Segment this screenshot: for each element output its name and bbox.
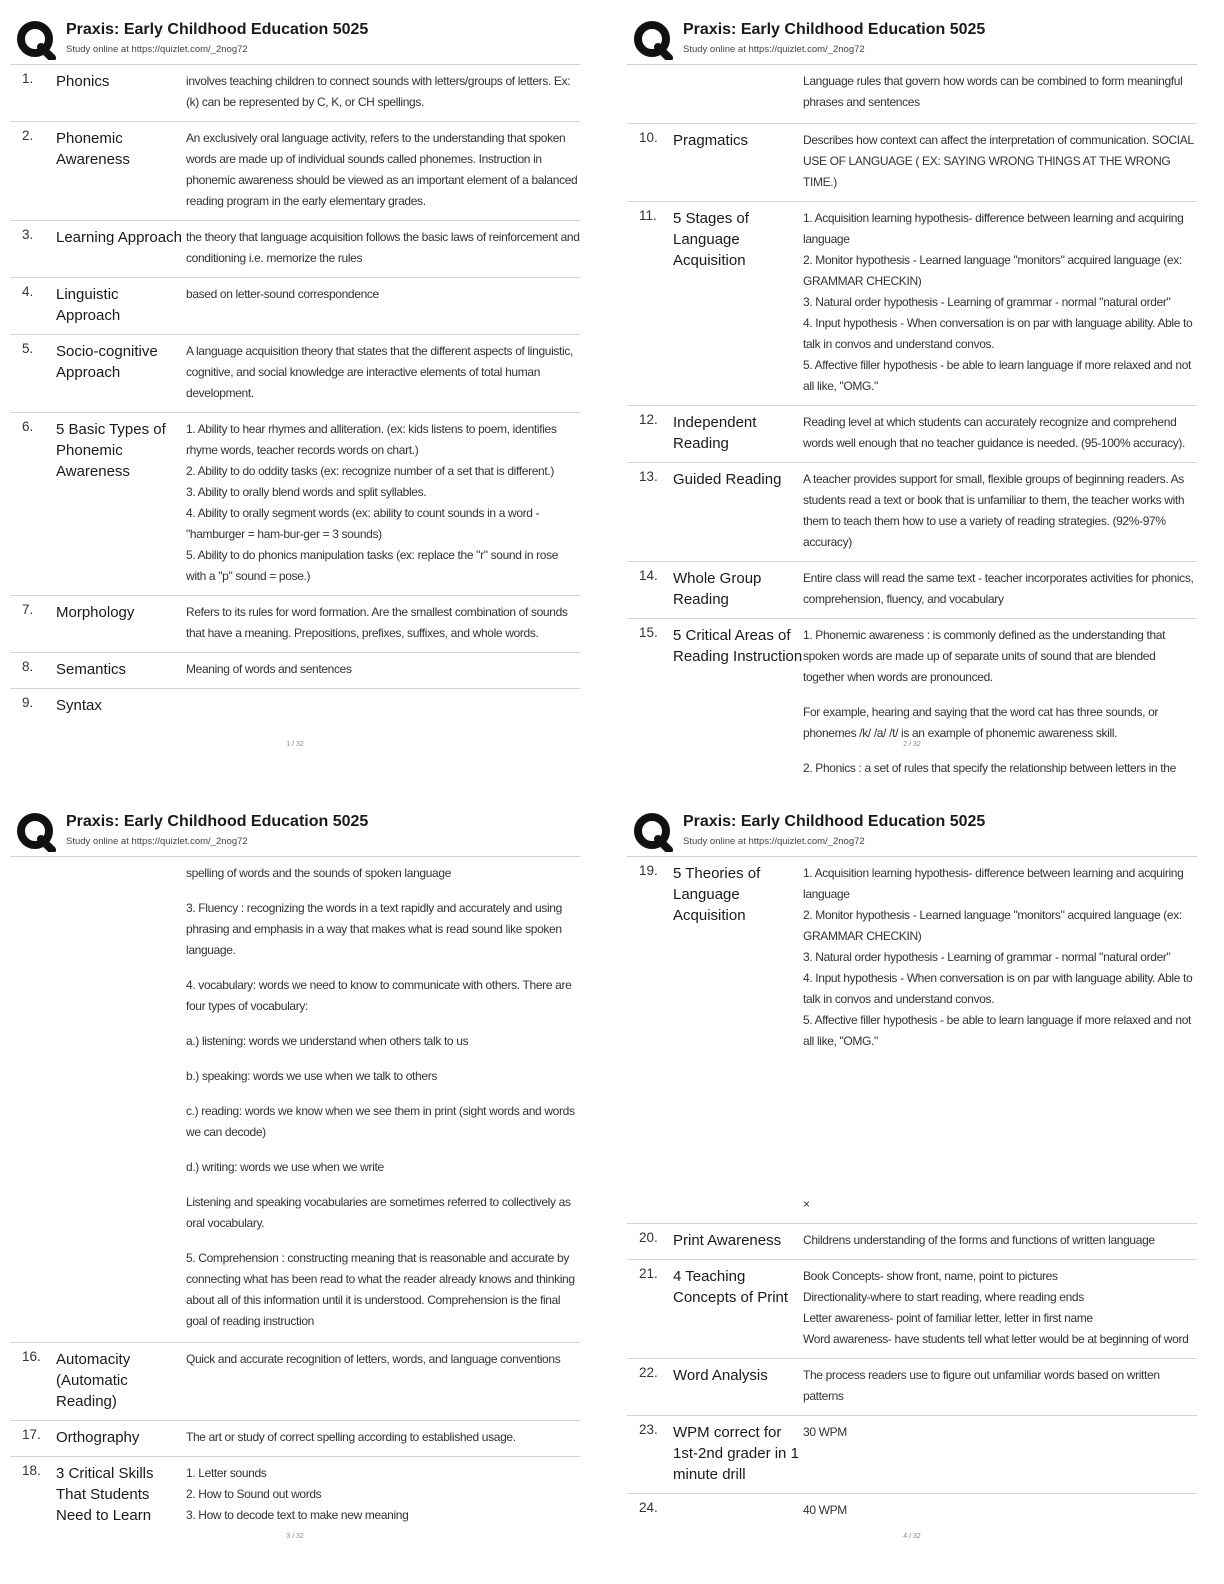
definition-line: 5. Affective filler hypothesis - be able to learn language if more relaxed and not all like, "OMG."	[803, 1013, 1192, 1048]
card-definition	[803, 469, 1197, 553]
card-definition	[186, 659, 580, 680]
definition-line: involves teaching children to connect sounds with letters/groups of letters. Ex: (k) can be represented by C, K, or CH spellings.	[186, 74, 571, 109]
card-term: Orthography	[56, 1429, 140, 1446]
definition-line: Letter awareness- point of familiar letter, letter in first name	[803, 1311, 1093, 1325]
card-definition	[186, 128, 580, 212]
definition-line: 4. Input hypothesis - When conversation is on par with language ability. Able to talk in convos and understand convos.	[803, 971, 1193, 1006]
definition-line: 2. Monitor hypothesis - Learned language "monitors" acquired language (ex: GRAMMAR CHECKIN)	[803, 253, 1182, 288]
flashcard-row	[627, 562, 1197, 619]
flashcard-list	[627, 857, 1197, 1529]
card-definition	[803, 625, 1197, 779]
quizlet-logo-icon	[16, 812, 56, 852]
flashcard-row	[10, 122, 580, 221]
definition-line: 2. Ability to do oddity tasks (ex: recognize number of a set that is different.)	[186, 464, 554, 478]
flashcard-row	[627, 406, 1197, 463]
card-term: 5 Basic Types of Phonemic Awareness	[56, 421, 166, 480]
page-number: 2 / 32	[903, 741, 921, 748]
card-number: 23.	[639, 1422, 658, 1437]
card-number: 10.	[639, 130, 658, 145]
definition-line: Describes how context can affect the interpretation of communication. SOCIAL USE OF LANGUAGE ( EX: SAYING WRONG THINGS AT THE WRONG TIME.)	[803, 133, 1194, 189]
definition-line: 2. How to Sound out words	[186, 1487, 322, 1501]
page-header	[10, 12, 580, 65]
flashcard-row	[10, 1421, 580, 1457]
definition-line: 1. Letter sounds	[186, 1466, 267, 1480]
definition-line: 5. Ability to do phonics manipulation tasks (ex: replace the "r" sound in rose with a "p" sound = pose.)	[186, 548, 559, 583]
card-term: Pragmatics	[673, 132, 749, 149]
page-header	[627, 804, 1197, 857]
card-definition	[186, 227, 580, 269]
card-definition	[803, 1422, 1197, 1485]
flashcard-row	[10, 221, 580, 278]
card-term: Morphology	[56, 604, 135, 621]
card-definition	[803, 208, 1197, 397]
flashcard-row	[627, 124, 1197, 202]
study-link[interactable]: Study online at https://quizlet.com/_2nog72	[66, 836, 248, 847]
flashcard-row	[627, 202, 1197, 406]
page-header	[627, 12, 1197, 65]
card-number: 20.	[639, 1230, 658, 1245]
definition-line: Directionality-where to start reading, where reading ends	[803, 1290, 1084, 1304]
definition-line: 3. How to decode text to make new meaning	[186, 1508, 409, 1522]
definition-line: Entire class will read the same text - teacher incorporates activities for phonics, comprehension, fluency, and vocabulary	[803, 571, 1194, 606]
definition-line: 40 WPM	[803, 1503, 847, 1517]
study-link[interactable]: Study online at https://quizlet.com/_2nog72	[683, 44, 865, 55]
definition-line: Word awareness- have students tell what letter would be at beginning of word	[803, 1332, 1189, 1346]
card-term: 3 Critical Skills That Students Need to Learn	[56, 1465, 154, 1524]
flashcard-row	[10, 653, 580, 689]
card-term: Phonemic Awareness	[56, 130, 130, 168]
definition-paragraph: d.) writing: words we use when we write	[186, 1160, 384, 1174]
card-term: Whole Group Reading	[673, 570, 762, 608]
definition-line: Childrens understanding of the forms and functions of written language	[803, 1233, 1155, 1247]
flashcard-list	[10, 857, 580, 1534]
card-term: Learning Approach	[56, 229, 182, 246]
definition-line: A language acquisition theory that states that the different aspects of linguistic, cognitive, and social knowledge are interactive elements of total human development.	[186, 344, 573, 400]
flashcard-row	[10, 335, 580, 413]
card-number: 12.	[639, 412, 658, 427]
card-definition	[803, 1365, 1197, 1407]
card-definition	[803, 568, 1197, 610]
card-definition	[803, 1266, 1197, 1350]
card-term: 4 Teaching Concepts of Print	[673, 1268, 789, 1306]
card-number: 18.	[22, 1463, 41, 1478]
card-number: 4.	[22, 284, 34, 299]
page-number: 4 / 32	[903, 1533, 921, 1540]
card-term: Syntax	[56, 697, 102, 714]
definition-line: Reading level at which students can accurately recognize and comprehend words well enough that no teacher guidance is needed. (95-100% accuracy).	[803, 415, 1186, 450]
card-term: Socio-cognitive Approach	[56, 343, 158, 381]
card-term: Print Awareness	[673, 1232, 782, 1249]
definition-line: 1. Ability to hear rhymes and alliteration. (ex: kids listens to poem, identifies rhyme words, teacher records words on chart.)	[186, 422, 557, 457]
blank-area	[803, 1052, 1197, 1194]
card-definition	[186, 1463, 580, 1526]
card-definition	[186, 419, 580, 587]
definition-line: 3. Natural order hypothesis - Learning of grammar - normal "natural order"	[803, 950, 1171, 964]
card-number: 2.	[22, 128, 34, 143]
definition-paragraph: 5. Comprehension : constructing meaning that is reasonable and accurate by connecting what has been read to what the reader already knows and thinking about all of this information until it is understood. Comprehension is the final goal of reading instruction	[186, 1251, 575, 1328]
flashcard-row	[10, 278, 580, 335]
flashcard-row	[627, 1359, 1197, 1416]
card-number: 17.	[22, 1427, 41, 1442]
card-term: 5 Critical Areas of Reading Instruction	[673, 627, 803, 665]
study-link[interactable]: Study online at https://quizlet.com/_2nog72	[683, 836, 865, 847]
definition-line: based on letter-sound correspondence	[186, 287, 379, 301]
card-term: Semantics	[56, 661, 127, 678]
card-term: Automacity (Automatic Reading)	[56, 1351, 131, 1410]
card-number: 7.	[22, 602, 34, 617]
definition-line: 1. Phonemic awareness : is commonly defined as the understanding that spoken words are made up of separate units of sound that are blended together when words are pronounced.	[803, 628, 1166, 684]
card-term: Guided Reading	[673, 471, 782, 488]
document-page-4	[627, 804, 1217, 1544]
card-definition	[803, 1230, 1197, 1251]
definition-line: The process readers use to figure out unfamiliar words based on written patterns	[803, 1368, 1160, 1403]
card-number: 6.	[22, 419, 34, 434]
flashcard-row	[10, 689, 580, 724]
definition-line: 3. Natural order hypothesis - Learning of grammar - normal "natural order"	[803, 295, 1171, 309]
definition-paragraph: Listening and speaking vocabularies are sometimes referred to collectively as oral vocabulary.	[186, 1195, 571, 1230]
definition-paragraph: Language rules that govern how words can be combined to form meaningful phrases and sentences	[803, 74, 1183, 109]
card-number: 15.	[639, 625, 658, 640]
card-number: 5.	[22, 341, 34, 356]
card-term: WPM correct for 1st-2nd grader in 1 minute drill	[673, 1424, 799, 1483]
quizlet-logo-icon	[16, 20, 56, 60]
card-number: 1.	[22, 71, 34, 86]
definition-line: 1. Acquisition learning hypothesis- difference between learning and acquiring language	[803, 211, 1184, 246]
card-definition	[186, 341, 580, 404]
card-definition	[803, 412, 1197, 454]
quizlet-logo-icon	[633, 812, 673, 852]
card-number: 22.	[639, 1365, 658, 1380]
definition-line: A teacher provides support for small, flexible groups of beginning readers. As students read a text or book that is unfamiliar to them, the teacher works with them to teach them how to use a variety of reading strategies. (92%-97% accuracy)	[803, 472, 1185, 549]
card-number: 21.	[639, 1266, 658, 1281]
page-title: Praxis: Early Childhood Education 5025	[66, 21, 369, 38]
definition-paragraph: b.) speaking: words we use when we talk to others	[186, 1069, 437, 1083]
card-definition	[803, 863, 1197, 1215]
definition-line: 5. Affective filler hypothesis - be able to learn language if more relaxed and not all like, "OMG."	[803, 358, 1192, 393]
image-placeholder-mark: ×	[803, 1197, 810, 1211]
definition-line: 1. Acquisition learning hypothesis- difference between learning and acquiring language	[803, 866, 1184, 901]
study-link[interactable]: Study online at https://quizlet.com/_2nog72	[66, 44, 248, 55]
card-term: 5 Theories of Language Acquisition	[673, 865, 761, 924]
card-number: 24.	[639, 1500, 658, 1515]
flashcard-row	[10, 1457, 580, 1534]
flashcard-row	[10, 413, 580, 596]
card-definition	[186, 284, 580, 326]
definition-paragraph: 4. vocabulary: words we need to know to communicate with others. There are four types of vocabulary:	[186, 978, 572, 1013]
card-term: Word Analysis	[673, 1367, 768, 1384]
definition-line: Quick and accurate recognition of letters, words, and language conventions	[186, 1352, 561, 1366]
card-number: 16.	[22, 1349, 41, 1364]
definition-line: The art or study of correct spelling according to established usage.	[186, 1430, 516, 1444]
card-term: Independent Reading	[673, 414, 757, 452]
card-definition	[186, 602, 580, 644]
definition-line: Meaning of words and sentences	[186, 662, 352, 676]
definition-paragraph: c.) reading: words we know when we see them in print (sight words and words we can decode)	[186, 1104, 575, 1139]
card-number: 19.	[639, 863, 658, 878]
card-term: Phonics	[56, 73, 110, 90]
definition-line: 30 WPM	[803, 1425, 847, 1439]
card-term	[673, 1500, 803, 1521]
card-number: 3.	[22, 227, 34, 242]
card-term: Linguistic Approach	[56, 286, 121, 324]
definition-line: 4. Ability to orally segment words (ex: ability to count sounds in a word - "hamburger = ham-bur-ger = 3 sounds)	[186, 506, 540, 541]
card-definition	[186, 1349, 580, 1412]
definition-line: An exclusively oral language activity, refers to the understanding that spoken words are made up of individual sounds called phonemes. Instruction in phonemic awareness should be viewed as an important element of a balanced reading program in the early elementary grades.	[186, 131, 578, 208]
card-number: 8.	[22, 659, 34, 674]
definition-line: Book Concepts- show front, name, point to pictures	[803, 1269, 1058, 1283]
flashcard-list	[10, 65, 580, 724]
document-page-1	[10, 12, 600, 752]
definition-line: 2. Monitor hypothesis - Learned language "monitors" acquired language (ex: GRAMMAR CHECKIN)	[803, 908, 1182, 943]
page-header	[10, 804, 580, 857]
flashcard-row	[627, 1224, 1197, 1260]
definition-line: the theory that language acquisition follows the basic laws of reinforcement and conditioning i.e. memorize the rules	[186, 230, 580, 265]
flashcard-list	[627, 65, 1197, 787]
card-definition	[803, 130, 1197, 193]
definition-line: 2. Phonics : a set of rules that specify the relationship between letters in the	[803, 761, 1176, 775]
flashcard-row	[627, 1260, 1197, 1359]
card-definition	[186, 1427, 580, 1448]
card-number: 11.	[639, 208, 657, 223]
card-number: 9.	[22, 695, 34, 710]
flashcard-row	[627, 463, 1197, 562]
flashcard-row	[627, 619, 1197, 787]
definition-line: For example, hearing and saying that the word cat has three sounds, or phonemes /k/ /a/ /t/ is an example of phonemic awareness skill.	[803, 705, 1159, 740]
page-title: Praxis: Early Childhood Education 5025	[66, 813, 369, 830]
flashcard-row	[627, 1494, 1197, 1529]
card-term: 5 Stages of Language Acquisition	[673, 210, 749, 269]
definition-line: 4. Input hypothesis - When conversation is on par with language ability. Able to talk in convos and understand convos.	[803, 316, 1193, 351]
card-number: 14.	[639, 568, 658, 583]
definition-line: Refers to its rules for word formation. Are the smallest combination of sounds that have a meaning. Prepositions, prefixes, suffixes, and whole words.	[186, 605, 568, 640]
document-page-3	[10, 804, 600, 1544]
flashcard-row	[627, 857, 1197, 1224]
definition-line: 3. Ability to orally blend words and split syllables.	[186, 485, 427, 499]
card-definition	[803, 1500, 1197, 1521]
flashcard-row	[10, 596, 580, 653]
definition-paragraph: 3. Fluency : recognizing the words in a text rapidly and accurately and using phrasing and emphasis in a way that makes what is read sound like spoken language.	[186, 901, 562, 957]
flashcard-row	[627, 1416, 1197, 1494]
flashcard-row	[10, 65, 580, 122]
card-definition	[186, 695, 580, 716]
page-title: Praxis: Early Childhood Education 5025	[683, 21, 986, 38]
document-page-2	[627, 12, 1217, 775]
page-number: 1 / 32	[286, 741, 304, 748]
flashcard-row	[10, 1343, 580, 1421]
card-number: 13.	[639, 469, 658, 484]
continued-definition	[627, 65, 1197, 124]
page-title: Praxis: Early Childhood Education 5025	[683, 813, 986, 830]
continued-definition	[10, 857, 580, 1343]
quizlet-logo-icon	[633, 20, 673, 60]
card-definition	[186, 71, 580, 113]
definition-paragraph: spelling of words and the sounds of spoken language	[186, 866, 452, 880]
page-number: 3 / 32	[286, 1533, 304, 1540]
definition-paragraph: a.) listening: words we understand when others talk to us	[186, 1034, 469, 1048]
